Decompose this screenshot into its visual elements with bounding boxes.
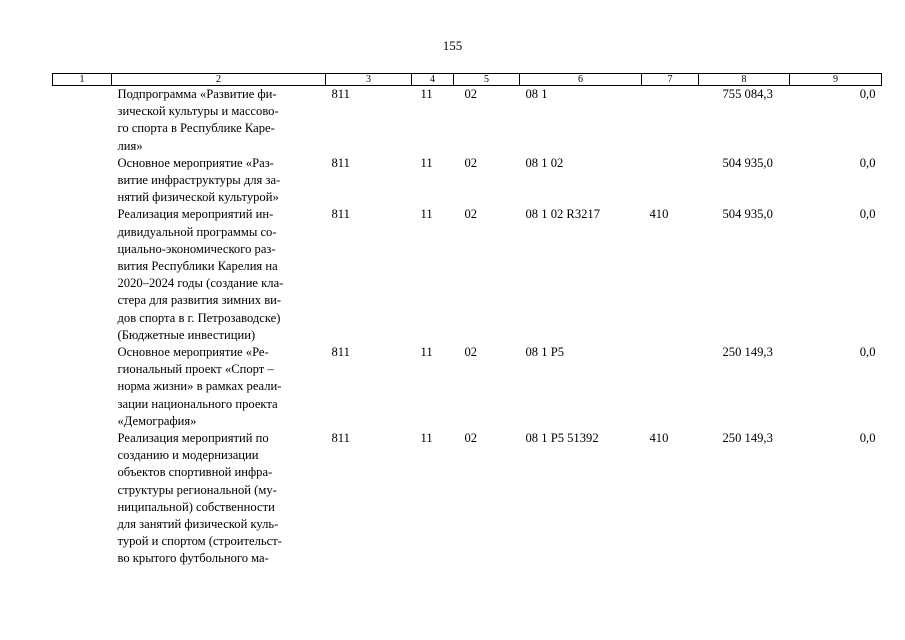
name-line: объектов спортивной инфра- (117, 465, 273, 480)
cell-col-1 (53, 86, 112, 155)
table-row (53, 344, 882, 430)
cell-expense-type (642, 344, 699, 430)
name-line: ниципальной) собственности (117, 499, 275, 514)
table-row (53, 155, 882, 207)
cell-admin-code: 811 (331, 431, 350, 446)
name-line: стера для развития зимних ви- (117, 293, 282, 308)
name-line: го спорта в Республике Каре- (117, 121, 275, 136)
cell-amount: 755 084,3 (722, 87, 773, 101)
name-line: витие инфраструктуры для за- (117, 173, 281, 188)
table-row (53, 430, 882, 568)
cell-expense-type (642, 86, 699, 155)
name-line: для занятий физической куль- (117, 517, 279, 532)
column-header-2: 2 (112, 74, 326, 86)
cell-share: 0,0 (859, 207, 876, 222)
name-line: созданию и модернизации (117, 448, 259, 463)
name-line: 2020–2024 годы (создание кла- (117, 276, 284, 291)
cell-subsection: 02 (464, 431, 478, 446)
cell-target-article: 08 1 P5 51392 (525, 431, 599, 446)
column-header-3: 3 (326, 74, 412, 86)
column-header-6: 6 (520, 74, 642, 86)
cell-amount: 504 935,0 (722, 155, 773, 170)
cell-item-name (112, 86, 326, 155)
cell-amount: 250 149,3 (722, 431, 773, 446)
name-line: нятий физической культурой» (117, 190, 279, 205)
cell-share: 0,0 (859, 155, 876, 170)
name-line: Основное мероприятие «Ре- (117, 345, 269, 360)
name-line: зической культуры и массово- (117, 104, 279, 119)
column-header-9: 9 (790, 74, 882, 86)
name-line: Реализация мероприятий по (117, 431, 269, 446)
column-header-1: 1 (53, 74, 112, 86)
cell-admin-code: 811 (331, 345, 350, 360)
name-line: дов спорта в г. Петрозаводске) (117, 310, 281, 325)
column-header-4: 4 (412, 74, 454, 86)
column-header-8: 8 (699, 74, 790, 86)
name-line: дивидуальной программы со- (117, 224, 277, 239)
page-number: 155 (442, 38, 463, 53)
name-line: во крытого футбольного ма- (117, 551, 269, 566)
cell-subsection: 02 (464, 207, 478, 222)
cell-item-name (112, 206, 326, 344)
cell-target-article: 08 1 02 (525, 155, 564, 170)
cell-col-1 (53, 206, 112, 344)
column-header-5: 5 (454, 74, 520, 86)
cell-target-article: 08 1 (525, 87, 548, 101)
table-header (53, 74, 882, 86)
cell-item-name (112, 344, 326, 430)
name-line: циально-экономического раз- (117, 241, 276, 256)
name-line: Основное мероприятие «Раз- (117, 155, 274, 170)
header-row (53, 74, 882, 86)
name-line: (Бюджетные инвестиции) (117, 327, 256, 342)
cell-amount: 250 149,3 (722, 345, 773, 360)
cell-subsection: 02 (464, 345, 478, 360)
name-line: «Демография» (117, 413, 197, 428)
cell-section: 11 (420, 87, 433, 101)
cell-subsection: 02 (464, 87, 478, 101)
cell-item-name (112, 430, 326, 568)
name-line: гиональный проект «Спорт – (117, 362, 274, 377)
cell-admin-code: 811 (331, 207, 350, 222)
name-line: лия» (117, 138, 143, 153)
cell-col-1 (53, 344, 112, 430)
cell-section: 11 (420, 207, 433, 222)
table-row (53, 206, 882, 344)
cell-subsection: 02 (464, 155, 478, 170)
cell-section: 11 (420, 155, 433, 170)
column-header-7: 7 (642, 74, 699, 86)
name-line: зации национального проекта (117, 396, 278, 411)
cell-section: 11 (420, 431, 433, 446)
cell-expense-type: 410 (649, 207, 669, 222)
name-line: Подпрограмма «Развитие фи- (117, 87, 277, 101)
cell-amount: 504 935,0 (722, 207, 773, 222)
cell-target-article: 08 1 02 R3217 (525, 207, 601, 222)
cell-share: 0,0 (859, 345, 876, 360)
cell-admin-code: 811 (331, 155, 350, 170)
name-line: структуры региональной (му- (117, 482, 277, 497)
name-line: норма жизни» в рамках реали- (117, 379, 282, 394)
name-line: вития Республики Карелия на (117, 259, 278, 274)
cell-expense-type (642, 155, 699, 207)
cell-admin-code: 811 (331, 87, 350, 101)
cell-item-name (112, 155, 326, 207)
name-line: турой и спортом (строительст- (117, 534, 282, 549)
cell-share: 0,0 (859, 87, 876, 101)
cell-col-1 (53, 430, 112, 568)
cell-section: 11 (420, 345, 433, 360)
name-line: Реализация мероприятий ин- (117, 207, 274, 222)
cell-col-1 (53, 155, 112, 207)
table-row (53, 86, 882, 155)
budget-table (52, 73, 882, 568)
cell-share: 0,0 (859, 431, 876, 446)
cell-target-article: 08 1 P5 (525, 345, 564, 360)
cell-expense-type: 410 (649, 431, 669, 446)
